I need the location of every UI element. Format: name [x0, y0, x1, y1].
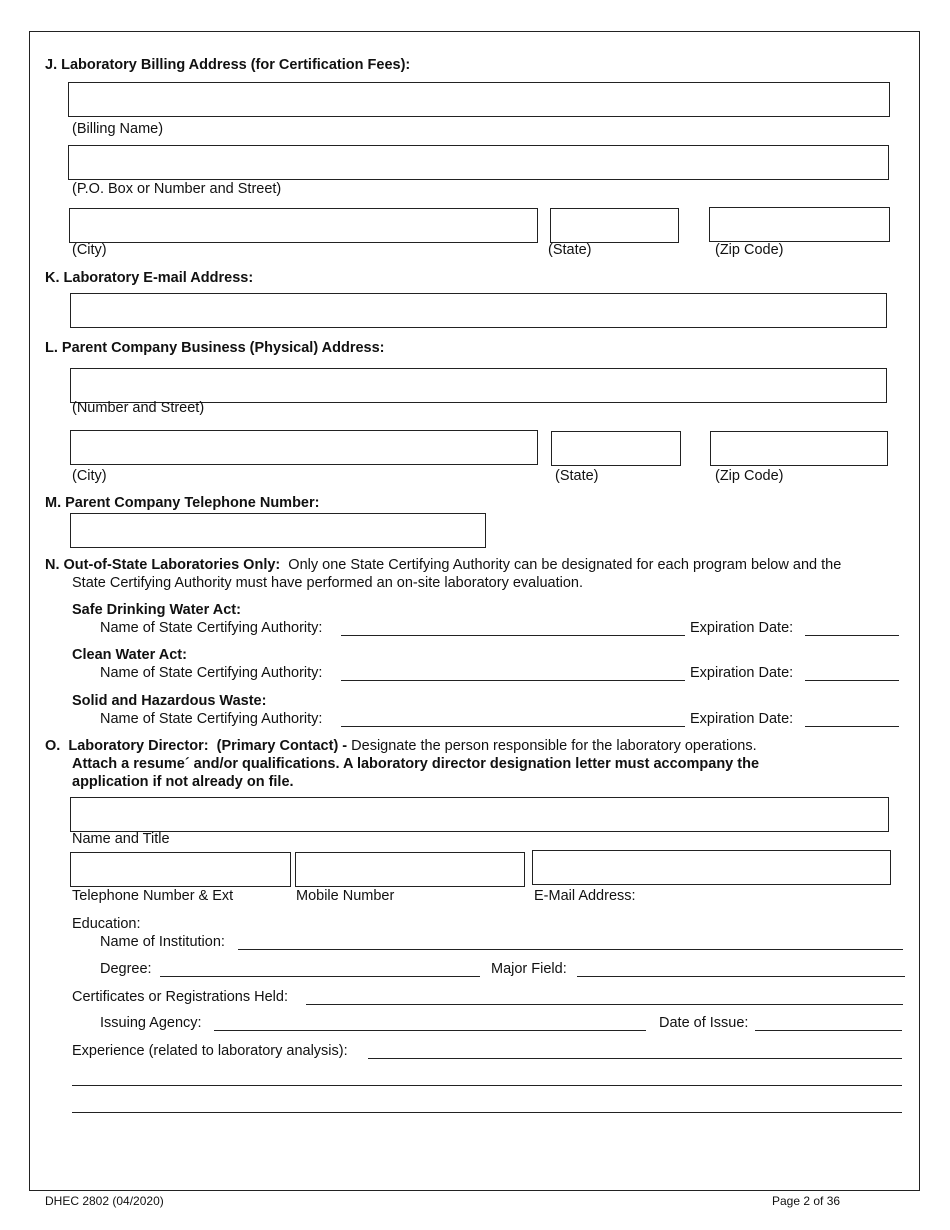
parent-state-input[interactable]	[551, 431, 681, 466]
billing-state-input[interactable]	[550, 208, 679, 243]
degree-field[interactable]	[160, 976, 480, 977]
billing-city-label: (City)	[72, 242, 107, 258]
certificates-field[interactable]	[306, 1004, 903, 1005]
program-title: Safe Drinking Water Act:	[72, 602, 241, 618]
experience-label: Experience (related to laboratory analysis):	[72, 1043, 348, 1059]
billing-city-input[interactable]	[69, 208, 538, 243]
major-label: Major Field:	[491, 961, 567, 977]
director-telephone-input[interactable]	[70, 852, 291, 887]
section-n-text-2: State Certifying Authority must have performed an on-site laboratory evaluation.	[72, 575, 583, 591]
authority-field[interactable]	[341, 726, 685, 727]
lab-email-input[interactable]	[70, 293, 887, 328]
name-title-label: Name and Title	[72, 831, 170, 847]
parent-city-input[interactable]	[70, 430, 538, 465]
parent-state-label: (State)	[555, 468, 599, 484]
section-n-text: Only one State Certifying Authority can be designated for each program below and the	[280, 557, 842, 573]
expiration-field[interactable]	[805, 726, 899, 727]
authority-label: Name of State Certifying Authority:	[100, 620, 323, 636]
parent-street-label: (Number and Street)	[72, 400, 205, 416]
expiration-field[interactable]	[805, 635, 899, 636]
institution-field[interactable]	[238, 949, 903, 950]
expiration-label: Expiration Date:	[690, 620, 794, 636]
director-name-title-input[interactable]	[70, 797, 889, 832]
section-o-text: Designate the person responsible for the laboratory operations.	[351, 738, 757, 754]
education-label: Education:	[72, 916, 141, 932]
parent-zip-label: (Zip Code)	[715, 468, 784, 484]
section-k-heading: K. Laboratory E-mail Address:	[45, 270, 254, 286]
parent-telephone-input[interactable]	[70, 513, 486, 548]
billing-zip-label: (Zip Code)	[715, 242, 784, 258]
authority-label: Name of State Certifying Authority:	[100, 711, 323, 727]
institution-label: Name of Institution:	[100, 934, 225, 950]
section-n-heading	[45, 558, 841, 573]
page-number: Page 2 of 36	[772, 1194, 841, 1208]
experience-field-line[interactable]	[72, 1112, 902, 1113]
billing-state-label: (State)	[548, 242, 592, 258]
program-title: Clean Water Act:	[72, 647, 187, 663]
issuing-agency-label: Issuing Agency:	[100, 1015, 202, 1031]
section-o-line2: Attach a resume´ and/or qualifications. A laboratory director designation letter must accompany the	[72, 756, 760, 772]
mobile-label: Mobile Number	[296, 888, 395, 904]
parent-city-label: (City)	[72, 468, 107, 484]
expiration-label: Expiration Date:	[690, 665, 794, 681]
authority-field[interactable]	[341, 680, 685, 681]
director-email-input[interactable]	[532, 850, 891, 885]
date-of-issue-field[interactable]	[755, 1030, 902, 1031]
section-m-heading: M. Parent Company Telephone Number:	[45, 495, 320, 511]
expiration-field[interactable]	[805, 680, 899, 681]
section-j-heading: J. Laboratory Billing Address (for Certification Fees):	[45, 57, 411, 73]
issuing-agency-field[interactable]	[214, 1030, 646, 1031]
certificates-label: Certificates or Registrations Held:	[72, 989, 288, 1005]
billing-street-input[interactable]	[68, 145, 889, 180]
email-label: E-Mail Address:	[534, 888, 636, 904]
expiration-label: Expiration Date:	[690, 711, 794, 727]
major-field[interactable]	[577, 976, 905, 977]
section-o-heading	[45, 739, 757, 754]
degree-label: Degree:	[100, 961, 152, 977]
experience-field-line[interactable]	[72, 1085, 902, 1086]
telephone-label: Telephone Number & Ext	[72, 888, 234, 904]
authority-label: Name of State Certifying Authority:	[100, 665, 323, 681]
program-title: Solid and Hazardous Waste:	[72, 693, 267, 709]
billing-name-label: (Billing Name)	[72, 121, 164, 137]
section-l-heading: L. Parent Company Business (Physical) Address:	[45, 340, 385, 356]
billing-zip-input[interactable]	[709, 207, 890, 242]
director-mobile-input[interactable]	[295, 852, 525, 887]
experience-field[interactable]	[368, 1058, 902, 1059]
section-o-line3: application if not already on file.	[72, 774, 294, 790]
billing-name-input[interactable]	[68, 82, 890, 117]
section-o-title: O. Laboratory Director: (Primary Contact) -	[45, 738, 352, 754]
parent-street-input[interactable]	[70, 368, 887, 403]
section-n-title: N. Out-of-State Laboratories Only:	[45, 557, 281, 573]
form-id: DHEC 2802 (04/2020)	[45, 1194, 164, 1208]
date-of-issue-label: Date of Issue:	[659, 1015, 749, 1031]
billing-street-label: (P.O. Box or Number and Street)	[72, 181, 282, 197]
authority-field[interactable]	[341, 635, 685, 636]
parent-zip-input[interactable]	[710, 431, 888, 466]
